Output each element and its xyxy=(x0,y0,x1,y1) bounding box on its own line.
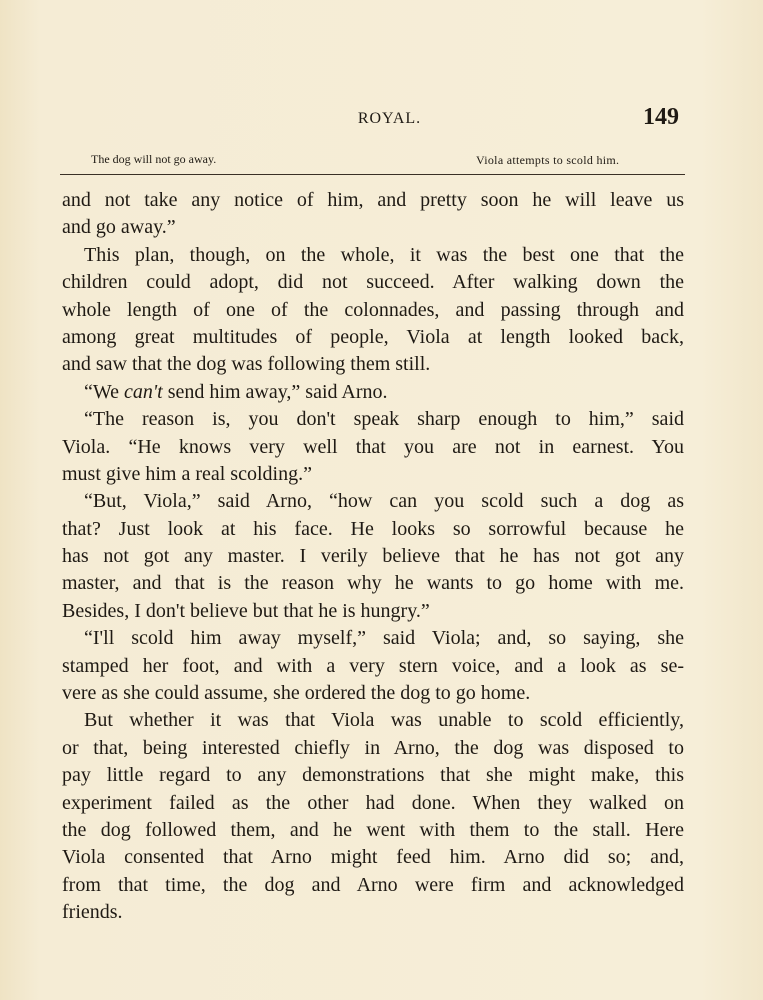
text-line: among great multitudes of people, Viola at length looked back, xyxy=(62,325,684,348)
text-line: Viola. “He knows very well that you are not in earnest. You xyxy=(62,435,684,458)
text-line: But whether it was that Viola was unable to scold efficiently, xyxy=(84,709,684,732)
text-line: “But, Viola,” said Arno, “how can you scold such a dog as xyxy=(84,490,684,513)
text-line: or that, being interested chiefly in Arno, the dog was disposed to xyxy=(62,736,684,759)
running-title: ROYAL. xyxy=(357,110,422,127)
text-line: friends. xyxy=(62,901,123,924)
text-line: and go away.” xyxy=(62,216,176,239)
page-number: 149 xyxy=(643,104,679,130)
text-line: from that time, the dog and Arno were firm and acknowledged xyxy=(62,873,684,896)
italic-fragment: can't xyxy=(124,380,163,403)
text-fragment: send him away,” said Arno. xyxy=(162,380,388,403)
text-line: stamped her foot, and with a very stern voice, and a look as se- xyxy=(62,654,684,677)
text-line: This plan, though, on the whole, it was the best one that the xyxy=(84,243,684,266)
text-line: Viola consented that Arno might feed him. Arno did so; and, xyxy=(62,846,684,869)
text-line: master, and that is the reason why he wants to go home with me. xyxy=(62,572,684,595)
text-line: “The reason is, you don't speak sharp enough to him,” said xyxy=(84,408,684,431)
text-line: vere as she could assume, she ordered the dog to go home. xyxy=(62,682,531,705)
header-rule xyxy=(60,174,685,175)
text-line: and saw that the dog was following them still. xyxy=(62,353,431,376)
text-line: whole length of one of the colonnades, and passing through and xyxy=(62,298,684,321)
text-line: has not got any master. I verily believe that he has not got any xyxy=(62,545,684,568)
text-line: “I'll scold him away myself,” said Viola; and, so saying, she xyxy=(84,627,684,650)
body-text xyxy=(62,187,684,927)
text-line xyxy=(62,379,684,406)
text-fragment: “We xyxy=(84,380,125,403)
text-line: that? Just look at his face. He looks so sorrowful because he xyxy=(62,517,684,540)
text-line: the dog followed them, and he went with them to the stall. Here xyxy=(62,818,684,841)
text-line: and not take any notice of him, and pretty soon he will leave us xyxy=(62,189,684,211)
sidenote-left: The dog will not go away. xyxy=(91,152,217,166)
text-line: pay little regard to any demonstrations that she might make, this xyxy=(62,764,684,787)
text-line: experiment failed as the other had done. When they walked on xyxy=(62,791,684,814)
text-line: must give him a real scolding.” xyxy=(62,462,312,485)
text-line: Besides, I don't believe but that he is hungry.” xyxy=(62,599,430,622)
sidenote-right: Viola attempts to scold him. xyxy=(476,153,620,167)
text-line: children could adopt, did not succeed. After walking down the xyxy=(62,271,684,294)
